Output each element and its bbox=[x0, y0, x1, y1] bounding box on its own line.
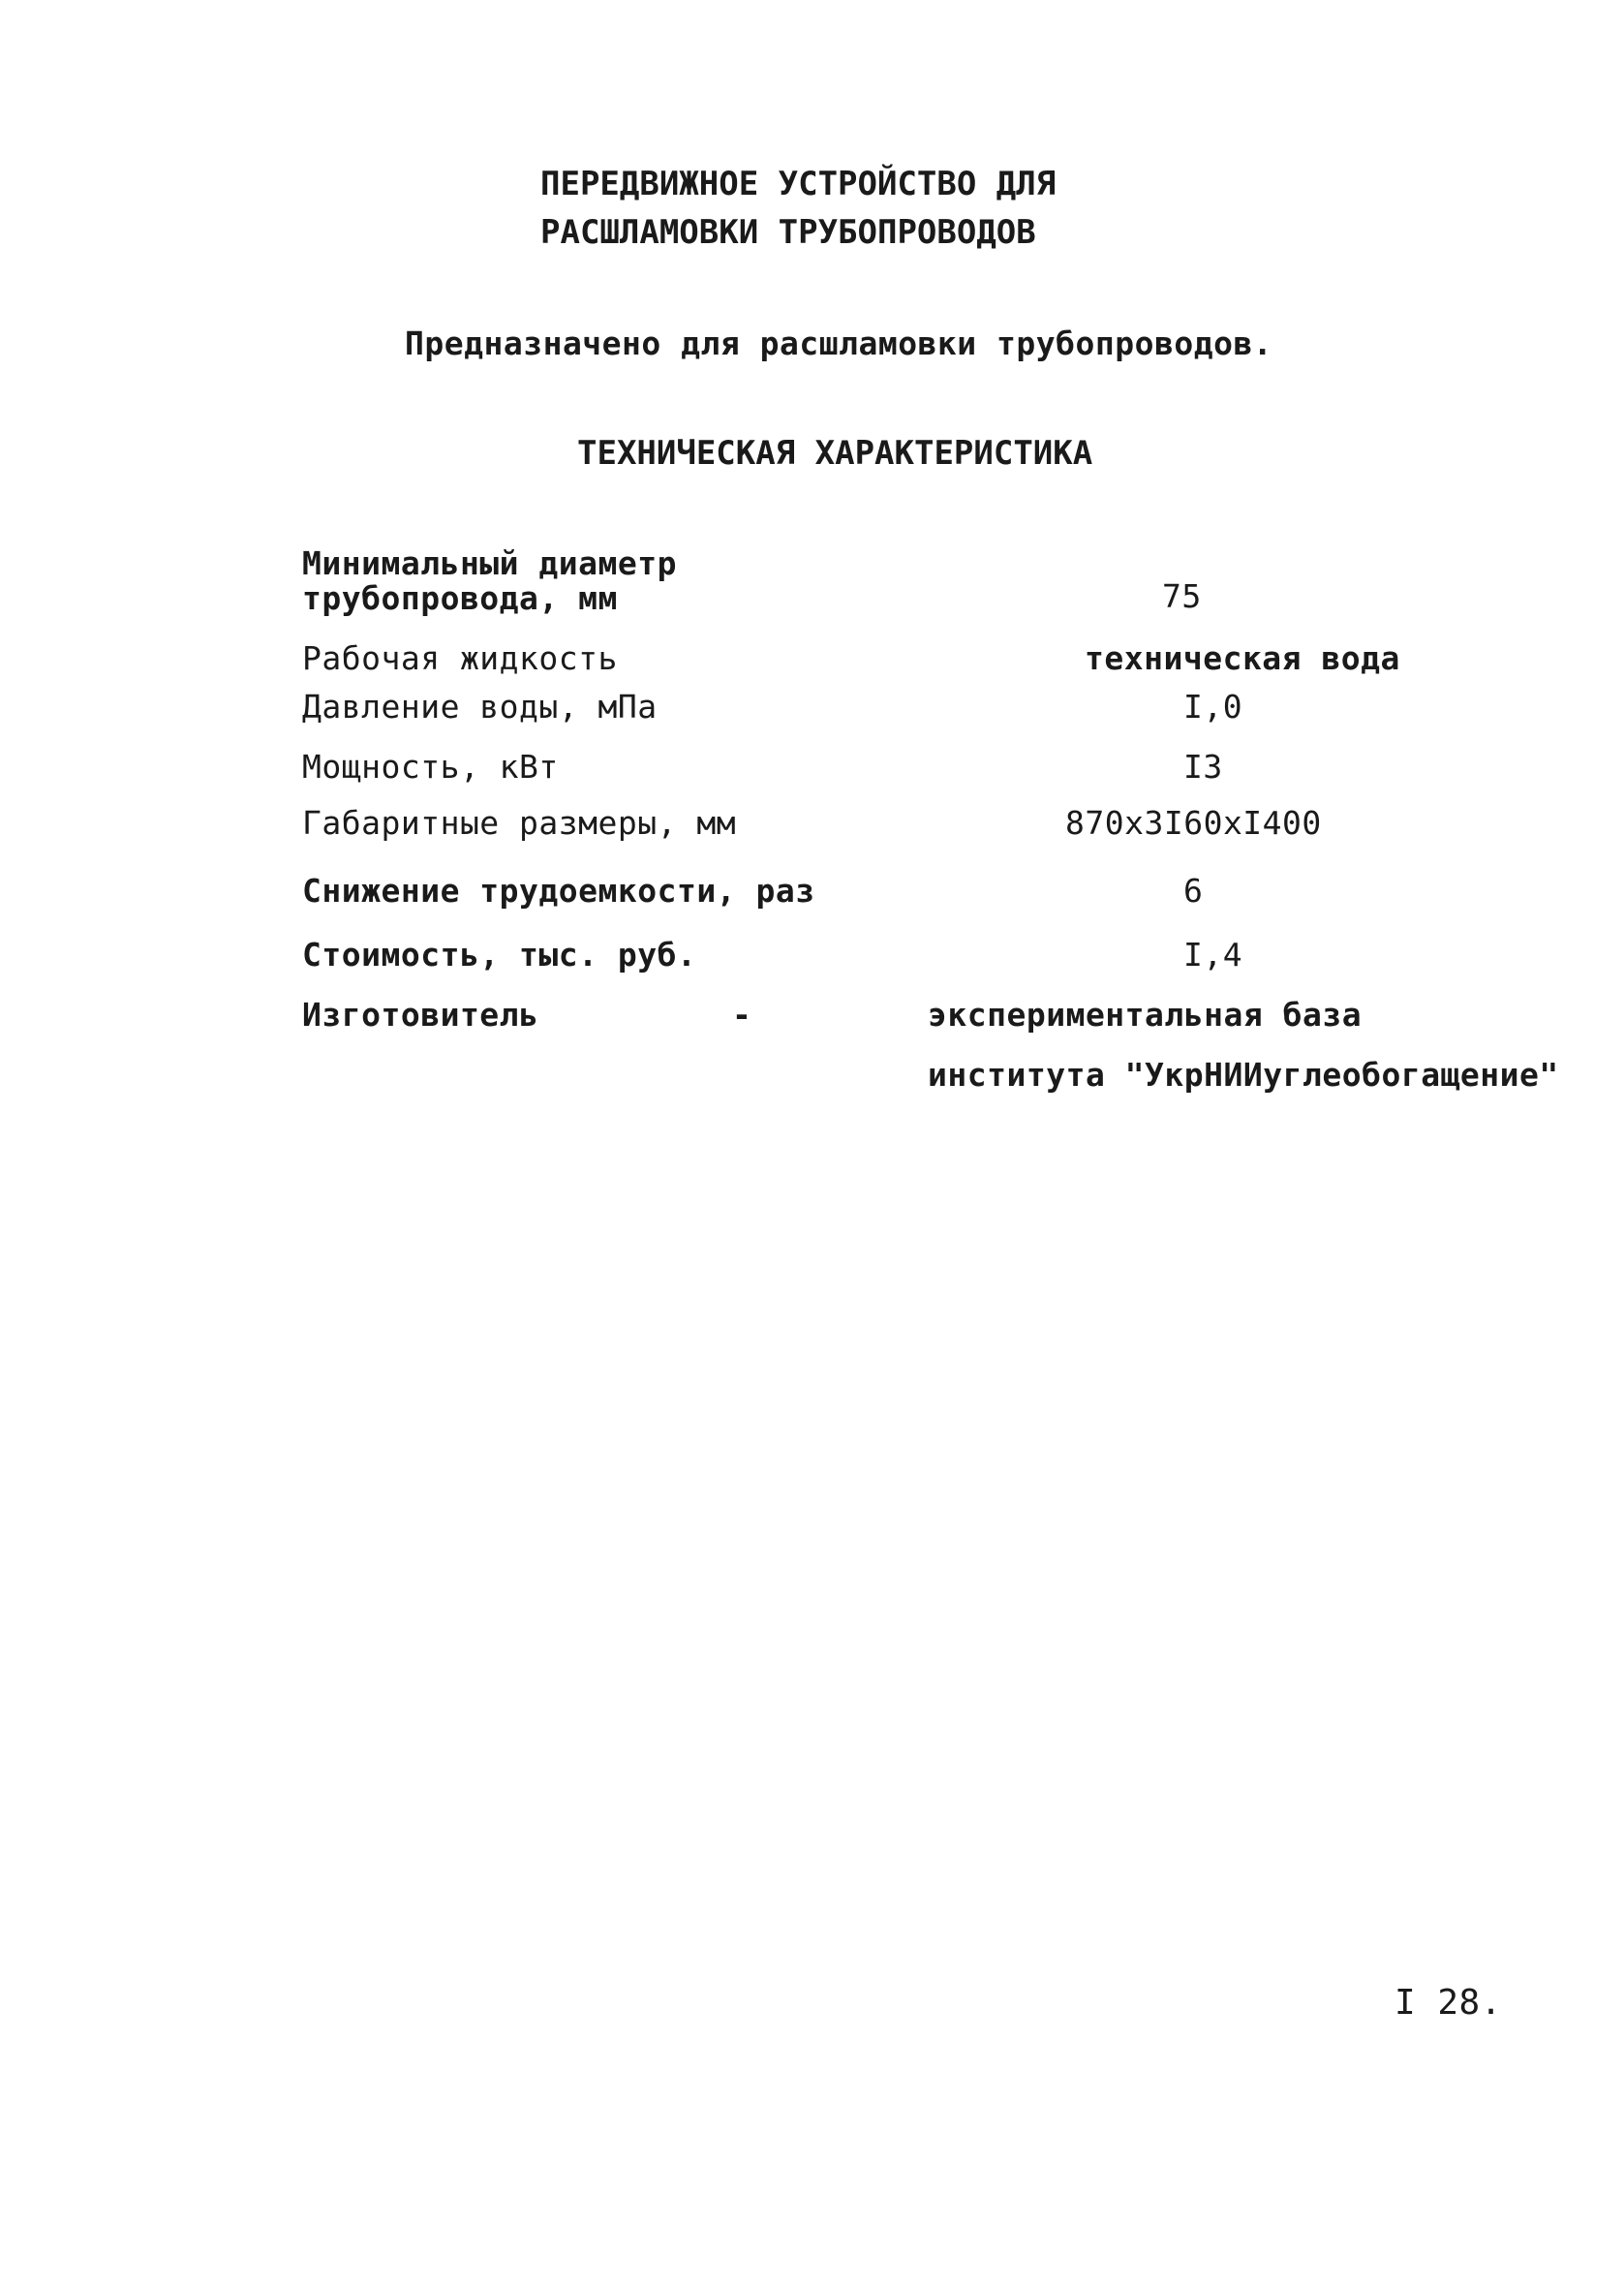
title-line-2: РАСШЛАМОВКИ ТРУБОПРОВОДОВ bbox=[540, 213, 1036, 252]
spec-label-dimensions: Габаритные размеры, мм bbox=[302, 804, 737, 842]
spec-value-dimensions: 870x3I60xI400 bbox=[1065, 804, 1322, 842]
spec-value-min-diameter: 75 bbox=[1162, 577, 1202, 615]
spec-dash-manufacturer: - bbox=[732, 996, 752, 1034]
spec-label-min-diameter-line1: Минимальный диаметр bbox=[302, 544, 677, 582]
spec-label-power: Мощность, кВт bbox=[302, 748, 559, 786]
spec-value-manufacturer-line2: института "УкрНИИуглеобогащение" bbox=[928, 1056, 1559, 1094]
spec-label-cost: Стоимость, тыс. руб. bbox=[302, 936, 697, 974]
purpose-text: Предназначено для расшламовки трубопроводов. bbox=[405, 325, 1273, 362]
spec-value-power: I3 bbox=[1183, 748, 1223, 786]
spec-label-labor-reduction: Снижение трудоемкости, раз bbox=[302, 872, 815, 910]
spec-value-labor-reduction: 6 bbox=[1183, 872, 1204, 910]
page-number: I 28. bbox=[1394, 1983, 1502, 2023]
spec-label-min-diameter-line2: трубопровода, мм bbox=[302, 579, 618, 617]
spec-label-manufacturer: Изготовитель bbox=[302, 996, 539, 1034]
section-heading: ТЕХНИЧЕСКАЯ ХАРАКТЕРИСТИКА bbox=[577, 434, 1093, 473]
spec-value-cost: I,4 bbox=[1183, 936, 1243, 974]
spec-value-manufacturer-line1: экспериментальная база bbox=[928, 996, 1363, 1034]
spec-value-working-fluid: техническая вода bbox=[1085, 639, 1400, 677]
spec-value-water-pressure: I,0 bbox=[1183, 688, 1243, 726]
title-line-1: ПЕРЕДВИЖНОЕ УСТРОЙСТВО ДЛЯ bbox=[540, 165, 1057, 203]
spec-label-working-fluid: Рабочая жидкость bbox=[302, 639, 618, 677]
spec-label-water-pressure: Давление воды, мПа bbox=[302, 688, 658, 726]
